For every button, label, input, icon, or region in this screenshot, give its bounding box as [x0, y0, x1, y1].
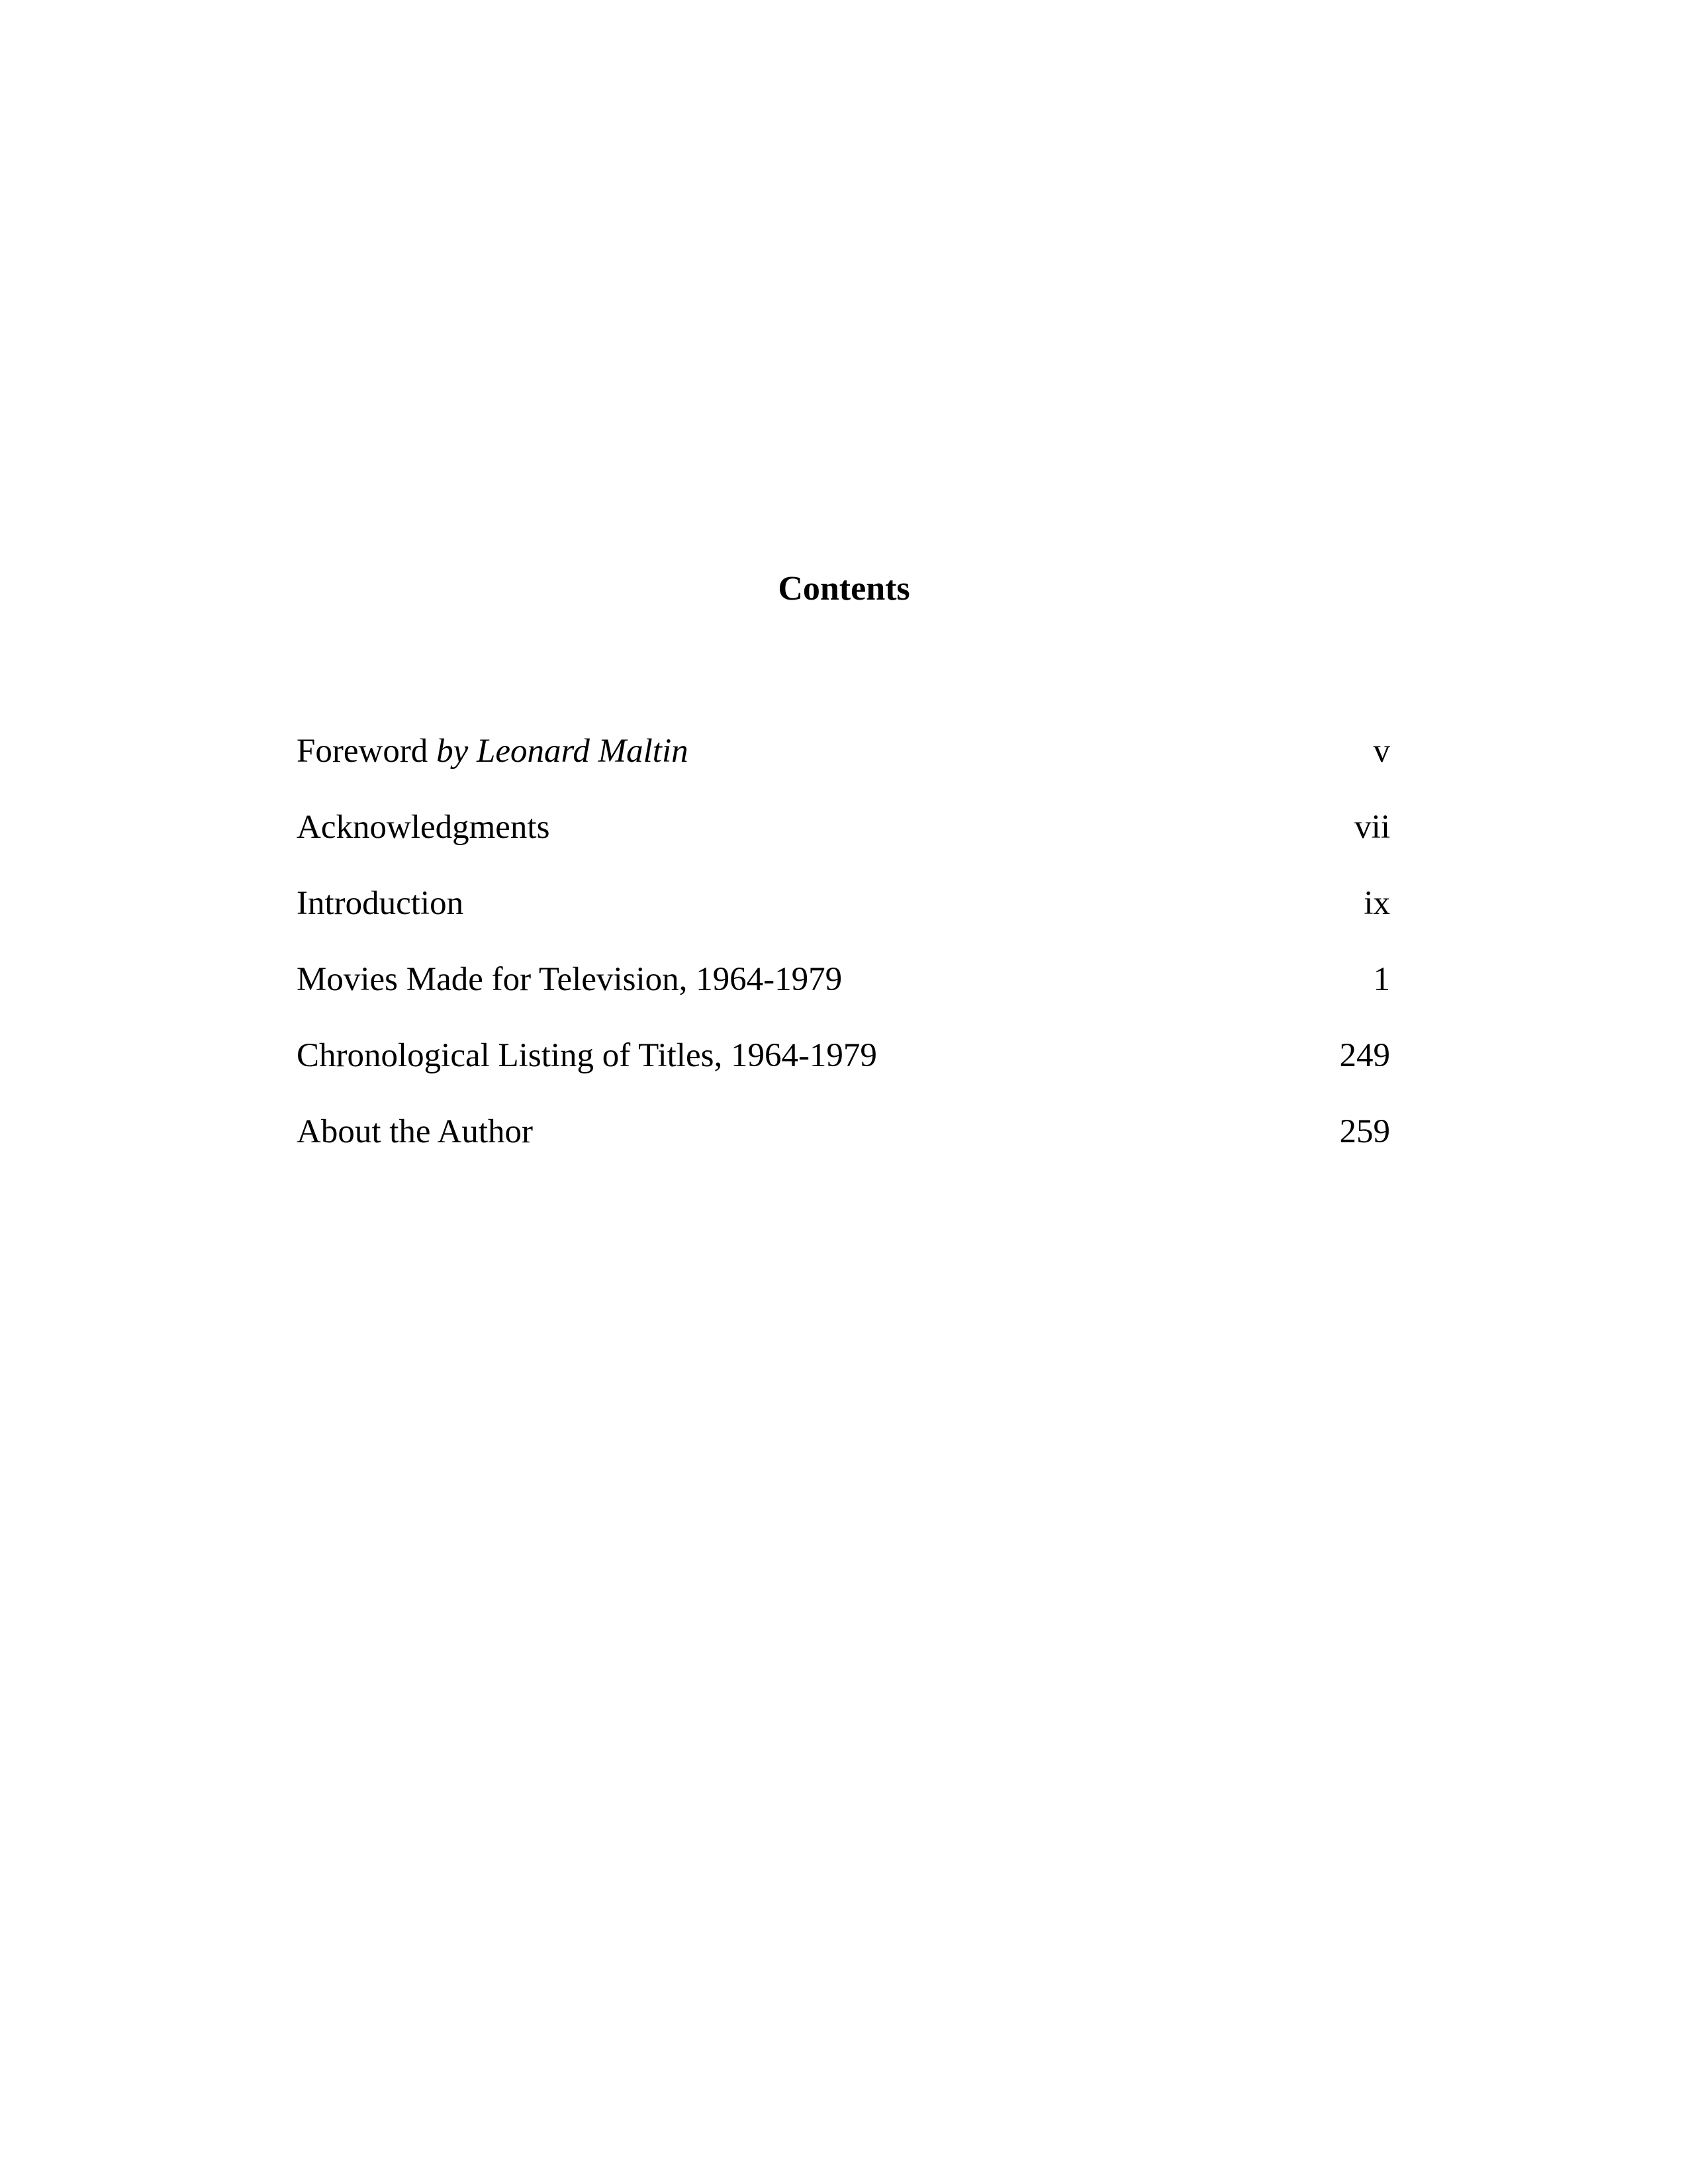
toc-entry-acknowledgments	[297, 797, 1390, 874]
toc-entry-page-number: 249	[1339, 1037, 1390, 1074]
toc-entry-label: Acknowledgments	[297, 809, 550, 846]
page-title: Contents	[778, 570, 910, 608]
toc-entry-page-number: ix	[1364, 885, 1390, 922]
toc-entry-title	[297, 721, 688, 781]
toc-entry-movies-made-for-television	[297, 950, 1390, 1026]
toc-entry-foreword	[297, 721, 1390, 797]
toc-entry-label: Foreword	[297, 733, 428, 770]
toc-entry-chronological-listing	[297, 1026, 1390, 1102]
toc-entry-label: Introduction	[297, 885, 464, 922]
toc-entry-label: About the Author	[297, 1113, 533, 1150]
toc-entry-label: Movies Made for Television, 1964-1979	[297, 961, 843, 998]
toc-entry-about-the-author	[297, 1102, 1390, 1178]
toc-entry-introduction	[297, 874, 1390, 950]
toc-entry-page-number: 1	[1373, 961, 1390, 998]
table-of-contents	[297, 721, 1390, 1178]
toc-entry-page-number: vii	[1354, 809, 1390, 846]
toc-entry-page-number: v	[1373, 733, 1390, 770]
toc-entry-page-number: 259	[1339, 1113, 1390, 1150]
toc-entry-byline: by Leonard Maltin	[436, 733, 688, 770]
toc-entry-label: Chronological Listing of Titles, 1964-1979	[297, 1037, 877, 1074]
